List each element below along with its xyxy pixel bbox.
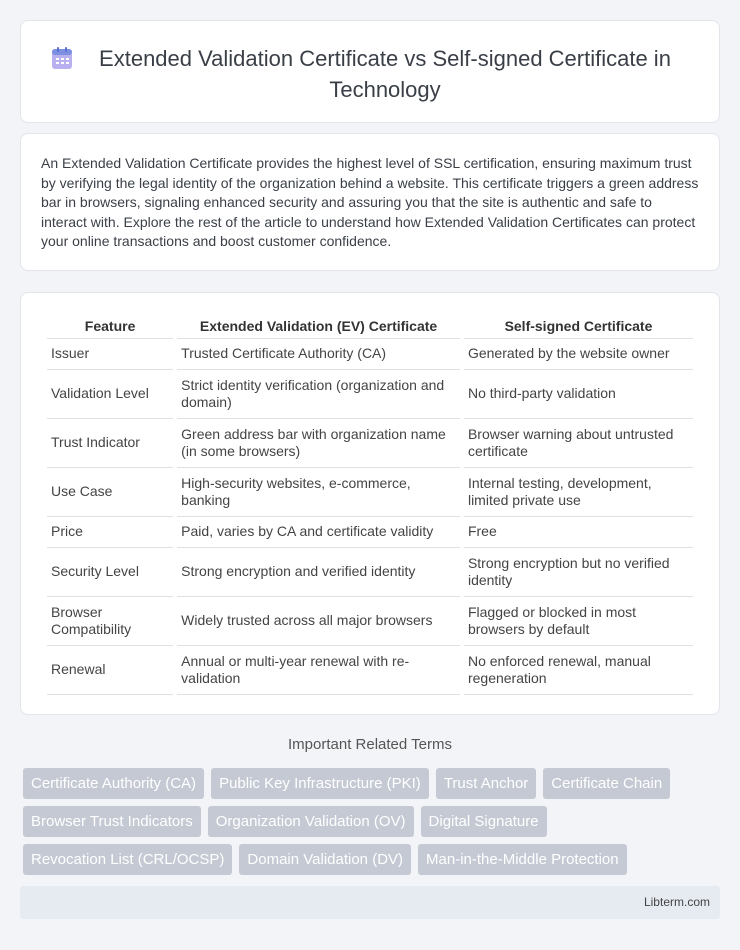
table-cell: Flagged or blocked in most browsers by default — [464, 597, 693, 646]
table-row — [47, 646, 693, 695]
table-cell: Green address bar with organization name (in some browsers) — [177, 419, 460, 468]
table-cell: Free — [464, 517, 693, 548]
table-row — [47, 468, 693, 517]
table-cell: Trusted Certificate Authority (CA) — [177, 339, 460, 370]
related-term-tag[interactable]: Public Key Infrastructure (PKI) — [211, 768, 429, 799]
page-title: Extended Validation Certificate vs Self-signed Certificate in Technology — [99, 46, 671, 102]
table-cell: Security Level — [47, 548, 173, 597]
column-header-self-signed: Self-signed Certificate — [464, 313, 693, 339]
footer-site-link[interactable]: Libterm.com — [643, 895, 710, 909]
table-row — [47, 548, 693, 597]
intro-card — [20, 133, 720, 271]
table-cell: Browser warning about untrusted certificate — [464, 419, 693, 468]
table-cell: Validation Level — [47, 370, 173, 419]
table-cell: Use Case — [47, 468, 173, 517]
related-term-tag[interactable]: Domain Validation (DV) — [239, 844, 411, 875]
related-term-tag[interactable]: Man-in-the-Middle Protection — [418, 844, 627, 875]
related-term-tag[interactable]: Certificate Authority (CA) — [23, 768, 204, 799]
comparison-table-card — [20, 292, 720, 715]
related-terms-heading: Important Related Terms — [288, 736, 452, 753]
table-cell: Generated by the website owner — [464, 339, 693, 370]
column-header-ev: Extended Validation (EV) Certificate — [177, 313, 460, 339]
table-cell: Strict identity verification (organization and domain) — [177, 370, 460, 419]
related-term-tag[interactable]: Certificate Chain — [543, 768, 670, 799]
title-card — [20, 20, 720, 123]
table-row — [47, 339, 693, 370]
tag-row — [23, 806, 723, 837]
table-cell: Strong encryption and verified identity — [177, 548, 460, 597]
column-header-feature: Feature — [47, 313, 173, 339]
related-term-tag[interactable]: Trust Anchor — [436, 768, 536, 799]
table-cell: Trust Indicator — [47, 419, 173, 468]
table-row — [47, 517, 693, 548]
comparison-table — [43, 313, 697, 695]
table-cell: Browser Compatibility — [47, 597, 173, 646]
table-row — [47, 419, 693, 468]
table-cell: Price — [47, 517, 173, 548]
table-cell: Issuer — [47, 339, 173, 370]
table-row — [47, 597, 693, 646]
related-terms-list — [23, 768, 723, 882]
table-cell: Strong encryption but no verified identity — [464, 548, 693, 597]
related-term-tag[interactable]: Revocation List (CRL/OCSP) — [23, 844, 232, 875]
table-cell: No enforced renewal, manual regeneration — [464, 646, 693, 695]
related-term-tag[interactable]: Browser Trust Indicators — [23, 806, 201, 837]
footer — [20, 886, 720, 919]
tag-row — [23, 768, 723, 799]
tag-row — [23, 844, 723, 875]
table-header-row — [47, 313, 693, 339]
table-cell: Paid, varies by CA and certificate validity — [177, 517, 460, 548]
table-row — [47, 370, 693, 419]
related-term-tag[interactable]: Digital Signature — [421, 806, 547, 837]
table-cell: Annual or multi-year renewal with re-validation — [177, 646, 460, 695]
table-cell: High-security websites, e-commerce, banking — [177, 468, 460, 517]
table-cell: Internal testing, development, limited private use — [464, 468, 693, 517]
table-cell: Widely trusted across all major browsers — [177, 597, 460, 646]
table-cell: No third-party validation — [464, 370, 693, 419]
table-cell: Renewal — [47, 646, 173, 695]
intro-paragraph: An Extended Validation Certificate provides the highest level of SSL certification, ensuring maximum trust by verifying the legal identity of the organization behind a website. This certificate triggers a green address bar in browsers, signaling enhanced security and assuring you that the site is authentic and safe to interact with. Explore the rest of the article to understand how Extended Validation Certificates can protect your online transactions and boost customer confidence. — [41, 155, 699, 250]
related-term-tag[interactable]: Organization Validation (OV) — [208, 806, 414, 837]
